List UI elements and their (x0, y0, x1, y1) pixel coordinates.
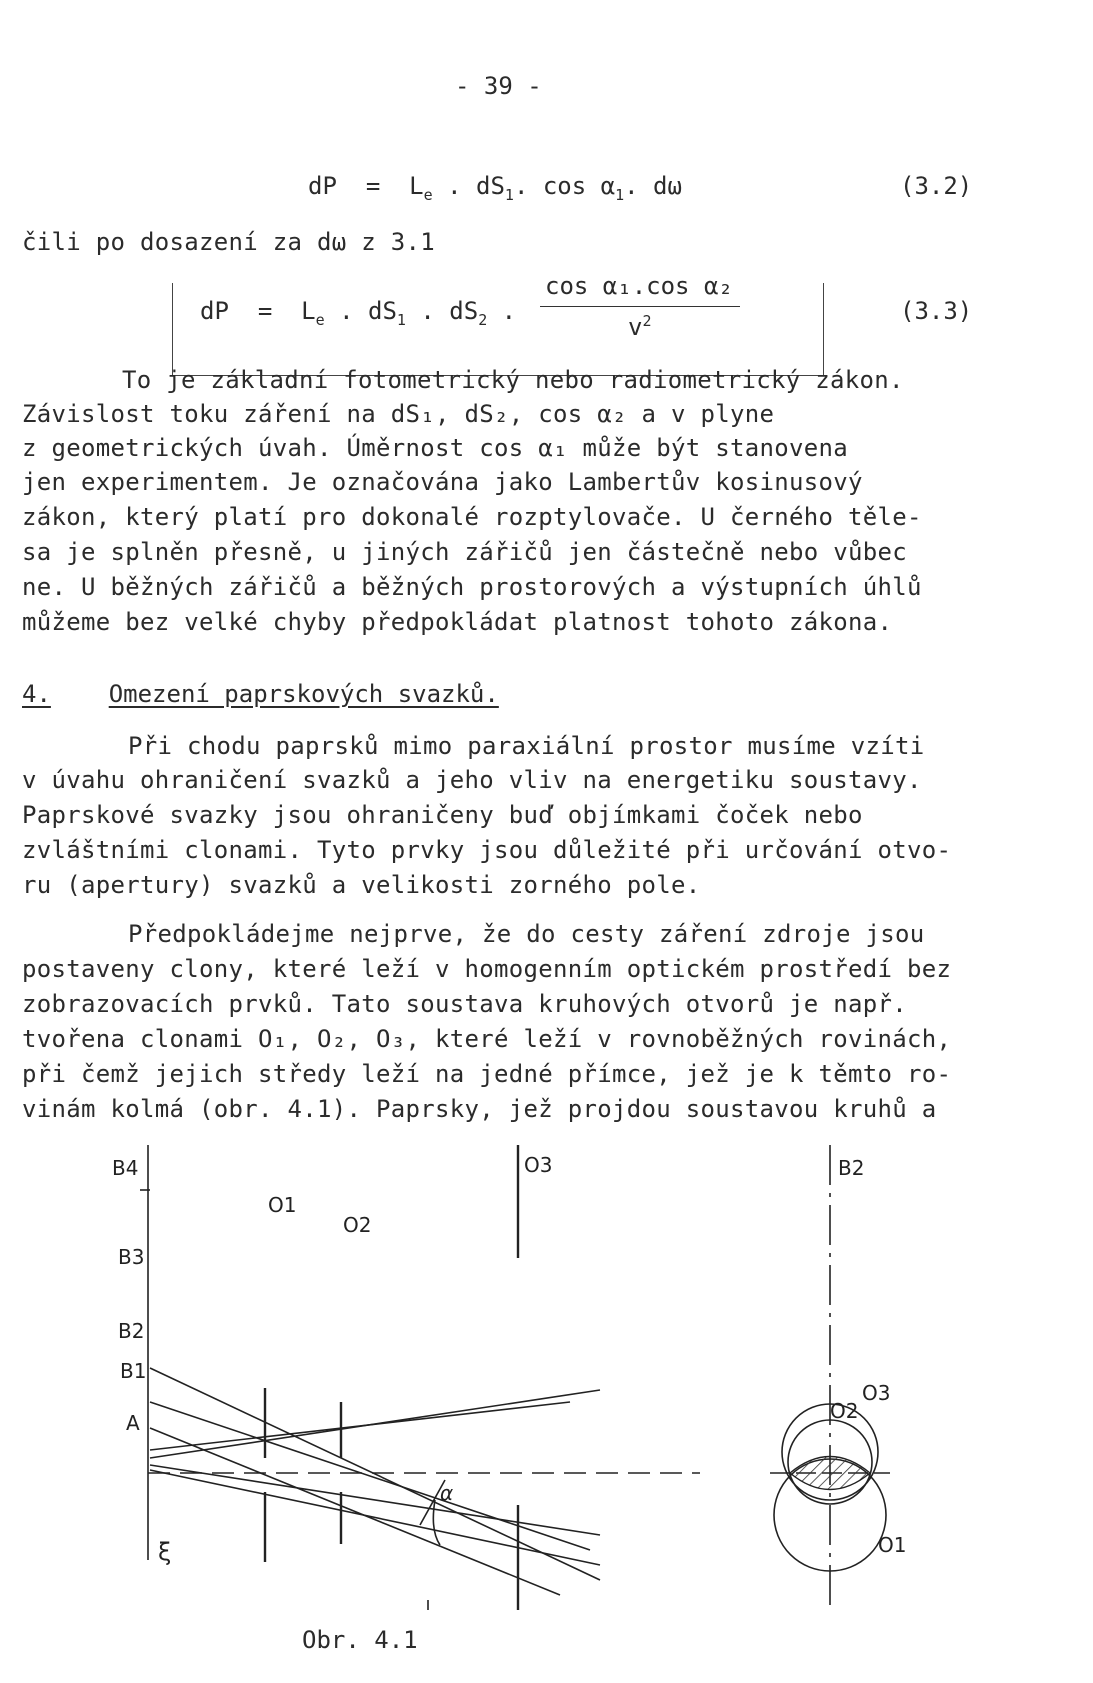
text-line: zobrazovacích prvků. Tato soustava kruhových otvorů je např. (22, 990, 907, 1018)
text-line: ne. U běžných zářičů a běžných prostorových a výstupních úhlů (22, 573, 922, 601)
label-b2: B2 (118, 1319, 145, 1343)
equation-number-3-2: (3.2) (900, 172, 973, 200)
text-line: v úvahu ohraničení svazků a jeho vliv na energetiku soustavy. (22, 766, 922, 794)
fraction-denominator: $v^2$ (628, 312, 652, 341)
text-line: jen experimentem. Je označována jako Lambertův kosinusový (22, 468, 863, 496)
label-b3: B3 (118, 1245, 145, 1269)
label-b4: B4 (112, 1156, 139, 1180)
page-number: - 39 - (455, 72, 542, 100)
section-heading (22, 680, 499, 708)
label-xi: ξ (158, 1538, 172, 1566)
label-a: A (126, 1411, 140, 1435)
text-line: To je základní fotometrický nebo radiometrický zákon. (122, 366, 904, 394)
equation-number-3-3: (3.3) (900, 297, 973, 325)
section-title: Omezení paprskových svazků. (108, 680, 499, 708)
equation-3-2: dP = $L_e$ . $dS_1$. $\cos \alpha_1$. dω (308, 172, 682, 204)
text-line: Předpokládejme nejprve, že do cesty záření zdroje jsou (128, 920, 925, 948)
label-right-o2: O2 (830, 1399, 859, 1423)
fraction-numerator: cos α₁.cos α₂ (545, 272, 733, 300)
text-line: zákon, který platí pro dokonalé rozptylovače. U černého těle- (22, 503, 922, 531)
label-alpha: α (440, 1481, 454, 1505)
text-line: při čemž jejich středy leží na jedné přímce, jež je k těmto ro- (22, 1060, 952, 1088)
text-line: můžeme bez velké chyby předpokládat platnost tohoto zákona. (22, 608, 893, 636)
equation-3-3: dP = $L_e$ . $dS_1$ . $dS_2$ . (200, 297, 517, 329)
text-line: tvořena clonami O₁, O₂, O₃, které leží v rovnoběžných rovinách, (22, 1025, 952, 1053)
figure-caption: Obr. 4.1 (302, 1626, 418, 1654)
text-line: vinám kolmá (obr. 4.1). Paprsky, jež projdou soustavou kruhů a (22, 1095, 937, 1123)
label-o3: O3 (524, 1153, 553, 1177)
text-line: postaveny clony, které leží v homogenním optickém prostředí bez (22, 955, 952, 983)
figure-aperture-diagram (0, 1140, 1093, 1610)
label-b1: B1 (120, 1359, 147, 1383)
text-line: sa je splněn přesně, u jiných zářičů jen částečně nebo vůbec (22, 538, 907, 566)
text-line: čili po dosazení za dω z 3.1 (22, 228, 435, 256)
text-line: ru (apertury) svazků a velikosti zorného pole. (22, 871, 701, 899)
text-line: Při chodu paprsků mimo paraxiální prostor musíme vzíti (128, 732, 925, 760)
text-line: Paprskové svazky jsou ohraničeny buď objímkami čoček nebo (22, 801, 863, 829)
text-line: z geometrických úvah. Úměrnost cos α₁ může být stanovena (22, 434, 848, 462)
section-number: 4. (22, 680, 51, 708)
label-right-b2: B2 (838, 1156, 865, 1180)
label-right-o3: O3 (862, 1381, 891, 1405)
text-line: Závislost toku záření na dS₁, dS₂, cos α₂ a v plyne (22, 400, 775, 428)
text-line: zvláštními clonami. Tyto prvky jsou důležité při určování otvo- (22, 836, 952, 864)
label-o1: O1 (268, 1193, 297, 1217)
label-right-o1: O1 (878, 1533, 907, 1557)
label-o2: O2 (343, 1213, 372, 1237)
fraction-bar (540, 306, 740, 307)
